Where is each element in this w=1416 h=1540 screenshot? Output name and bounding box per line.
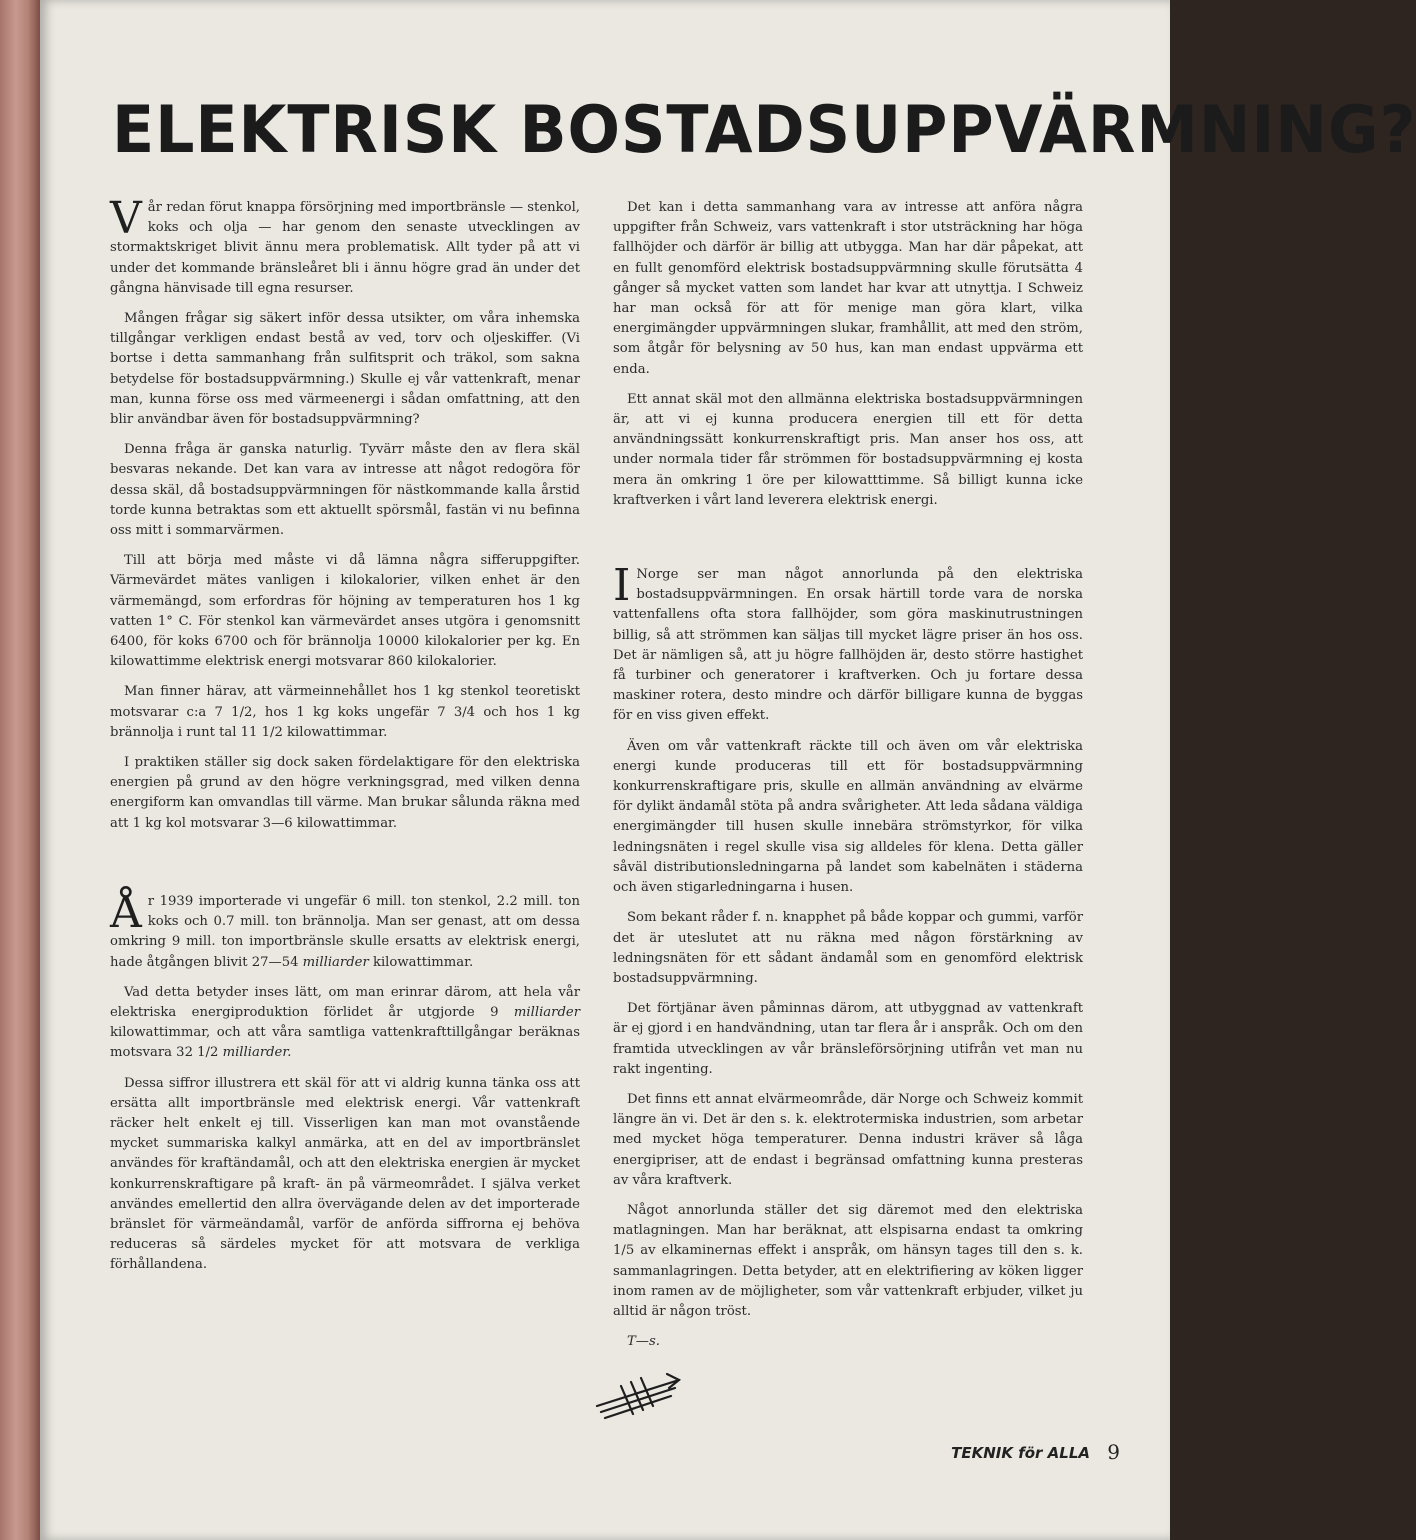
emphasis: milliarder. — [222, 1045, 292, 1061]
section-gap — [613, 521, 1083, 565]
paragraph: Dessa siffror illustrera ett skäl för att vi aldrig kunna tänka oss att ersätta allt importbränsle med elektrisk energi. Vår vattenkraft räcker helt enkelt ej till. Visserligen kan man mot ovanstående mycket summariska kalkyl anmärka, att en del av importbränslet användes för kraftändamål, och att den elektriska energien är mycket konkurrenskraftigare på kraft- än på värmeområdet. I själva verket användes emellertid den allra övervägande delen av det importerade bränslet för värmeändamål, varför de anförda siffrorna ej behöva reduceras så särdeles mycket för att motsvara de verkliga förhållandena. — [110, 1075, 580, 1273]
paragraph: Mången frågar sig säkert inför dessa utsikter, om våra inhemska tillgångar verkligen endast bestå av ved, torv och oljeskiffer. (Vi bortse i detta sammanhang från sulfitsprit och träkol, som sakna betydelse för bostadsuppvärmning.) Skulle ej vår vattenkraft, menar man, kunna förse oss med värmeenergi i sådan omfattning, att den blir användbar även för bostadsuppvärmning? — [110, 311, 580, 428]
magazine-spine — [0, 0, 40, 1540]
paragraph: Det förtjänar även påminnas därom, att utbyggnad av vattenkraft är ej gjord i en handvändning, utan tar flera år i anspråk. Och om den framtida utvecklingen av vår bränsleförsörjning utifrån vet man nu rakt ingenting. — [613, 1001, 1083, 1077]
section-gap — [110, 844, 580, 892]
magazine-page — [40, 0, 1416, 1540]
paragraph: Något annorlunda ställer det sig däremot med den elektriska matlagningen. Man har beräknat, att elspisarna endast ta omkring 1/5 av elkaminernas effekt i anspråk, om hänsyn tages till den s. k. sammanlagringen. Detta betyder, att en elektrifiering av köken ligger inom ramen av de möjligheter, som vår vattenkraft erbjuder, vilket ju alltid är någon tröst. — [613, 1202, 1083, 1319]
paragraph-text: r 1939 importerade vi ungefär 6 mill. ton stenkol, 2.2 mill. ton koks och 0.7 mill. ton brännolja. Man ser genast, att om dessa omkring 9 mill. ton importbränsle skulle ersatts av elektrisk energi, hade åtgången blivit 27—54 — [110, 893, 580, 970]
paragraph: Det kan i detta sammanhang vara av intresse att anföra några uppgifter från Schweiz, vars vattenkraft i stor utsträckning har höga fallhöjder och därför är billig att utbygga. Man har där påpekat, att en fullt genomförd elektrisk bostadsuppvärmning skulle förutsätta 4 gånger så mycket vatten som landet har kvar att utnyttja. I Schweiz har man också för att för menige man göra klart, vilka energimängder uppvärmningen slukar, framhållit, att med den ström, som åtgår för belysning av 50 hus, kan man endast uppvärma ett enda. — [613, 200, 1083, 377]
left-column — [110, 193, 580, 1286]
paragraph: Även om vår vattenkraft räckte till och även om vår elektriska energi kunde produceras till ett för bostadsuppvärmning konkurrenskraftigare pris, skulle en allmän användning av elvärme för dylikt ändamål stöta på andra svårigheter. Att leda sådana väldiga energimängder till husen skulle innebära strömstyrkor, för vilka ledningsnäten i regel skulle visa sig alldeles för klena. Detta gäller såväl distributionsledningarna på landet som kabelnäten i städerna och även stigarledningarna i husen. — [613, 738, 1083, 896]
paragraph: Som bekant råder f. n. knapphet på både koppar och gummi, varför det är uteslutet att nu räkna med någon förstärkning av ledningsnäten för ett sådant ändamål som en genomförd elektrisk bostadsuppvärmning. — [613, 910, 1083, 986]
paragraph — [110, 886, 580, 973]
paragraph: I praktiken ställer sig dock saken fördelaktigare för den elektriska energien på grund av den högre verkningsgrad, med vilken denna energiform kan omvandlas till värme. Man brukar sålunda räkna med att 1 kg kol motsvarar 3—6 kilowattimmar. — [110, 755, 580, 831]
paragraph — [110, 193, 580, 299]
drop-cap: I — [613, 560, 631, 612]
paragraph-text: Norge ser man något annorlunda på den elektriska bostadsuppvärmningen. En orsak härtill torde vara de norska vattenfallens ofta stora fallhöjder, som göra maskinutrustningen billig, så att strömmen kan säljas till mycket lägre priser än hos oss. Det är nämligen så, att ju högre fallhöjden är, desto större hastighet få turbiner och generatorer i kraftverken. Och ju fortare dessa maskiner rotera, desto mindre och därför billigare kunna de byggas för en viss given effekt. — [613, 567, 1083, 724]
paragraph: Man finner härav, att värmeinnehållet hos 1 kg stenkol teoretiskt motsvarar c:a 7 1/2, hos 1 kg koks ungefär 7 3/4 och hos 1 kg brännolja i runt tal 11 1/2 kilowattimmar. — [110, 684, 580, 740]
paragraph: Till att börja med måste vi då lämna några sifferuppgifter. Värmevärdet mätes vanligen i kilokalorier, vilken enhet är den värmemängd, som erfordras för höjning av temperaturen hos 1 kg vatten 1° C. För stenkol kan värmevärdet anses utgöra i genomsnitt 6400, för koks 6700 och för brännolja 10000 kilokalorier per kg. En kilowattimme elektrisk energi motsvarar 860 kilokalorier. — [110, 553, 580, 670]
lightning-bolt-ornament-icon — [593, 1370, 683, 1420]
drop-cap: Å — [110, 886, 142, 938]
magazine-name: TEKNIK för ALLA — [951, 1444, 1090, 1462]
paragraph: Ett annat skäl mot den allmänna elektriska bostadsuppvärmningen är, att vi ej kunna producera energien till ett för detta användningssätt konkurrenskraftigt pris. Man anser hos oss, att under normala tider får strömmen för bostadsuppvärmning ej kosta mera än omkring 1 öre per kilowatttimme. Så billigt kunna icke kraftverken i vårt land leverera elektrisk energi. — [613, 391, 1083, 508]
paragraph: Denna fråga är ganska naturlig. Tyvärr måste den av flera skäl besvaras nekande. Det kan vara av intresse att något redogöra för dessa skäl, då bostadsuppvärmningen för nästkommande kalla årstid torde kunna betraktas som ett aktuellt spörsmål, fastän vi nu befinna oss mitt i sommarvärmen. — [110, 442, 580, 539]
drop-cap: V — [110, 193, 142, 244]
paragraph: Det finns ett annat elvärmeområde, där Norge och Schweiz kommit längre än vi. Det är den s. k. elektrotermiska industrien, som arbetar med mycket höga temperaturer. Denna industri kräver så låga energipriser, att de endast i begränsad omfattning kunna presteras av våra kraftverk. — [613, 1091, 1083, 1188]
paragraph-text: kilowattimmar. — [368, 954, 474, 970]
paragraph — [613, 560, 1083, 727]
paragraph-text: år redan förut knappa försörjning med importbränsle — stenkol, koks och olja — har genom den senaste utvecklingen av stormaktskriget blivit ännu mera problematisk. Allt tyder på att vi under det kommande bränsleåret bli i ännu högre grad än under det gångna hänvisade till egna resurser. — [110, 200, 580, 296]
right-column — [613, 198, 1083, 1362]
emphasis: milliarder — [302, 954, 369, 970]
author-signature: T—s. — [627, 1334, 660, 1350]
paragraph-text: kilowattimmar, och att våra samtliga vattenkrafttillgångar beräknas motsvara 32 1/2 — [110, 1025, 580, 1061]
page-number: 9 — [1107, 1440, 1120, 1464]
emphasis: milliarder — [513, 1004, 580, 1020]
paragraph — [110, 983, 580, 1064]
paragraph-text: Vad detta betyder inses lätt, om man erinrar därom, att hela vår elektriska energiproduktion förlidet år utgjorde 9 — [110, 984, 580, 1020]
page-title: ELEKTRISK BOSTADSUPPVÄRMNING? — [112, 93, 1416, 168]
